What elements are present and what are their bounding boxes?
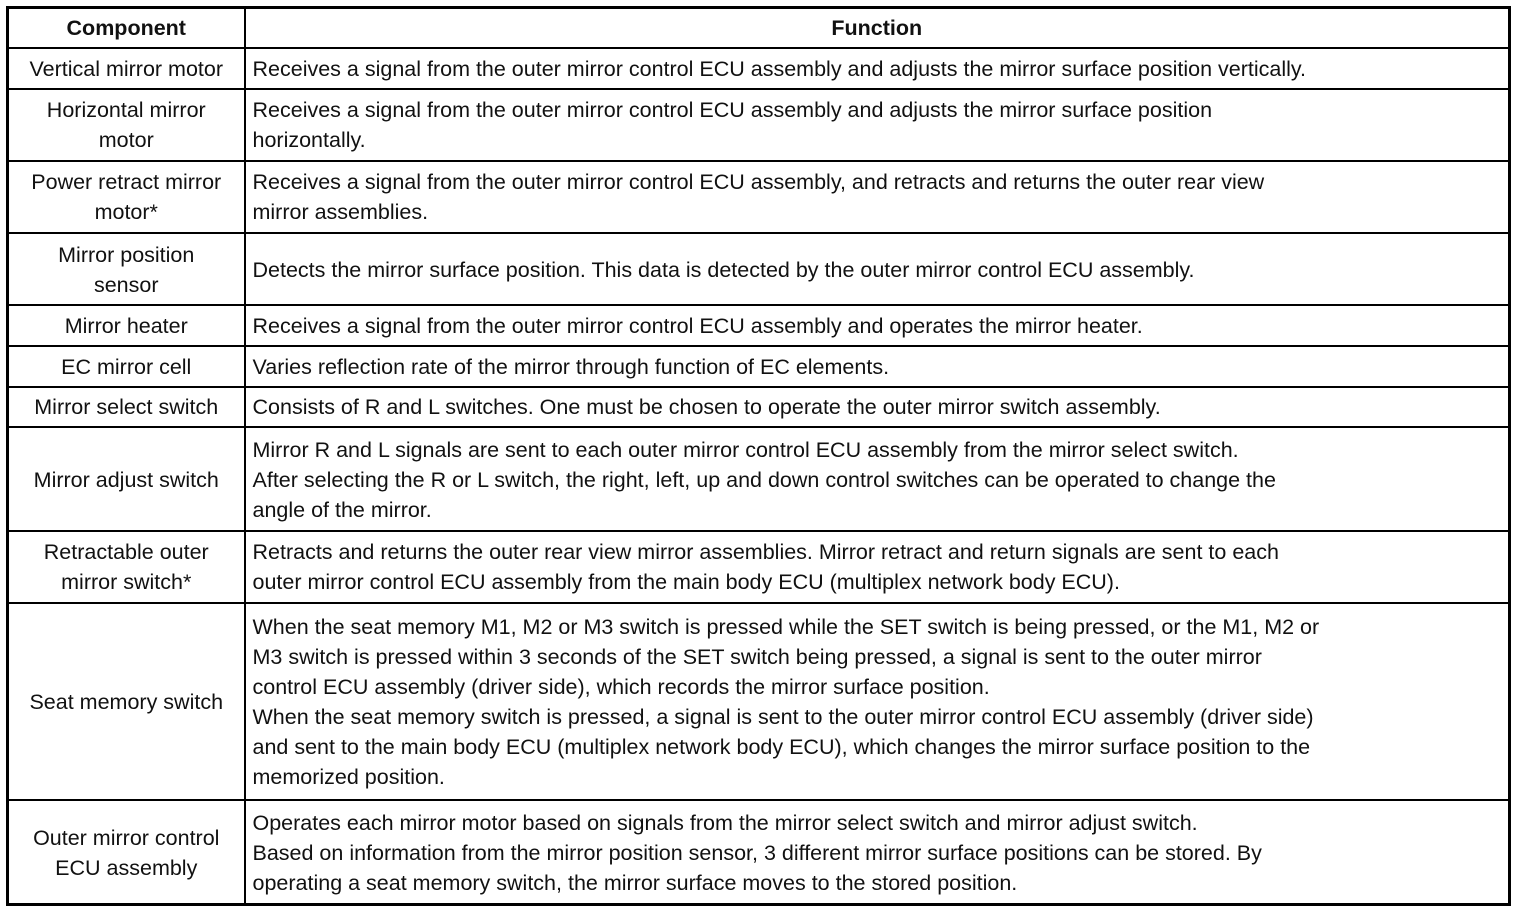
function-cell <box>245 233 1510 305</box>
function-text: M3 switch is pressed within 3 seconds of the SET switch being pressed, a signal is sent to the outer mirror <box>252 645 1262 670</box>
function-cell <box>245 427 1510 530</box>
function-text: Operates each mirror motor based on signals from the mirror select switch and mirror adjust switch. <box>252 810 1198 835</box>
component-cell <box>8 800 245 904</box>
table-row <box>8 305 1510 346</box>
function-text: Receives a signal from the outer mirror control ECU assembly and adjusts the mirror surface position vertically. <box>252 56 1306 81</box>
function-cell <box>245 531 1510 603</box>
component-cell <box>8 346 245 387</box>
function-cell <box>245 346 1510 387</box>
function-text: When the seat memory M1, M2 or M3 switch is pressed while the SET switch is being pressed, or the M1, M2 or <box>252 615 1320 640</box>
component-text: Mirror position <box>58 242 195 267</box>
header-row <box>8 8 1510 49</box>
function-cell <box>245 48 1510 89</box>
function-text: angle of the mirror. <box>252 497 432 522</box>
component-text: Mirror select switch <box>34 395 219 420</box>
component-text: Horizontal mirror <box>46 98 206 123</box>
function-cell <box>245 603 1510 801</box>
table-row <box>8 346 1510 387</box>
function-text: When the seat memory switch is pressed, a signal is sent to the outer mirror control ECU assembly (driver side) <box>252 705 1314 730</box>
component-text: sensor <box>93 272 159 297</box>
component-cell <box>8 233 245 305</box>
function-cell <box>245 89 1510 161</box>
component-cell <box>8 161 245 233</box>
function-text: Retracts and returns the outer rear view mirror assemblies. Mirror retract and return signals are sent to each <box>252 540 1279 565</box>
component-text: Power retract mirror <box>31 170 222 195</box>
component-cell <box>8 48 245 89</box>
header-function: Function <box>245 8 1510 49</box>
function-text: and sent to the main body ECU (multiplex network body ECU), which changes the mirror surface position to the <box>252 735 1311 760</box>
function-text: Varies reflection rate of the mirror through function of EC elements. <box>252 354 890 379</box>
function-text: After selecting the R or L switch, the right, left, up and down control switches can be operated to change the <box>252 467 1276 492</box>
component-text: Seat memory switch <box>29 690 224 715</box>
table-row <box>8 161 1510 233</box>
table-row <box>8 48 1510 89</box>
function-text: Receives a signal from the outer mirror control ECU assembly and adjusts the mirror surface position <box>252 98 1213 123</box>
function-text: Mirror R and L signals are sent to each outer mirror control ECU assembly from the mirror select switch. <box>252 437 1239 462</box>
table-row <box>8 427 1510 530</box>
component-cell <box>8 427 245 530</box>
component-function-table-container <box>6 6 1508 906</box>
component-text: motor* <box>94 200 158 225</box>
component-function-table <box>6 6 1511 906</box>
component-cell <box>8 531 245 603</box>
component-text: Retractable outer <box>43 540 209 565</box>
component-text: Mirror adjust switch <box>33 467 219 492</box>
table-row <box>8 387 1510 428</box>
component-text: EC mirror cell <box>61 354 192 379</box>
component-cell <box>8 603 245 801</box>
function-text: Receives a signal from the outer mirror control ECU assembly, and retracts and returns the outer rear view <box>252 170 1265 195</box>
function-text: memorized position. <box>252 765 445 790</box>
function-cell <box>245 305 1510 346</box>
function-cell <box>245 161 1510 233</box>
component-text: mirror switch* <box>61 570 192 595</box>
function-text: outer mirror control ECU assembly from the main body ECU (multiplex network body ECU). <box>252 570 1120 595</box>
table-body <box>8 48 1510 905</box>
table-row <box>8 233 1510 305</box>
function-text: Detects the mirror surface position. This data is detected by the outer mirror control ECU assembly. <box>252 257 1195 282</box>
function-cell <box>245 800 1510 904</box>
component-text: motor <box>98 128 154 153</box>
function-text: Based on information from the mirror position sensor, 3 different mirror surface positions can be stored. By <box>252 840 1262 865</box>
table-row <box>8 89 1510 161</box>
component-text: ECU assembly <box>55 855 198 880</box>
table-row <box>8 603 1510 801</box>
function-text: Consists of R and L switches. One must be chosen to operate the outer mirror switch assembly. <box>252 395 1161 420</box>
component-cell <box>8 387 245 428</box>
component-text: Mirror heater <box>64 313 188 338</box>
component-cell <box>8 305 245 346</box>
component-cell <box>8 89 245 161</box>
function-text: horizontally. <box>252 128 366 153</box>
function-text: control ECU assembly (driver side), which records the mirror surface position. <box>252 675 990 700</box>
component-text: Outer mirror control <box>33 825 220 850</box>
function-text: Receives a signal from the outer mirror control ECU assembly and operates the mirror heater. <box>252 313 1143 338</box>
header-component: Component <box>8 8 245 49</box>
table-row <box>8 800 1510 904</box>
function-text: mirror assemblies. <box>252 200 429 225</box>
table-row <box>8 531 1510 603</box>
component-text: Vertical mirror motor <box>29 56 224 81</box>
function-text: operating a seat memory switch, the mirror surface moves to the stored position. <box>252 870 1018 895</box>
function-cell <box>245 387 1510 428</box>
